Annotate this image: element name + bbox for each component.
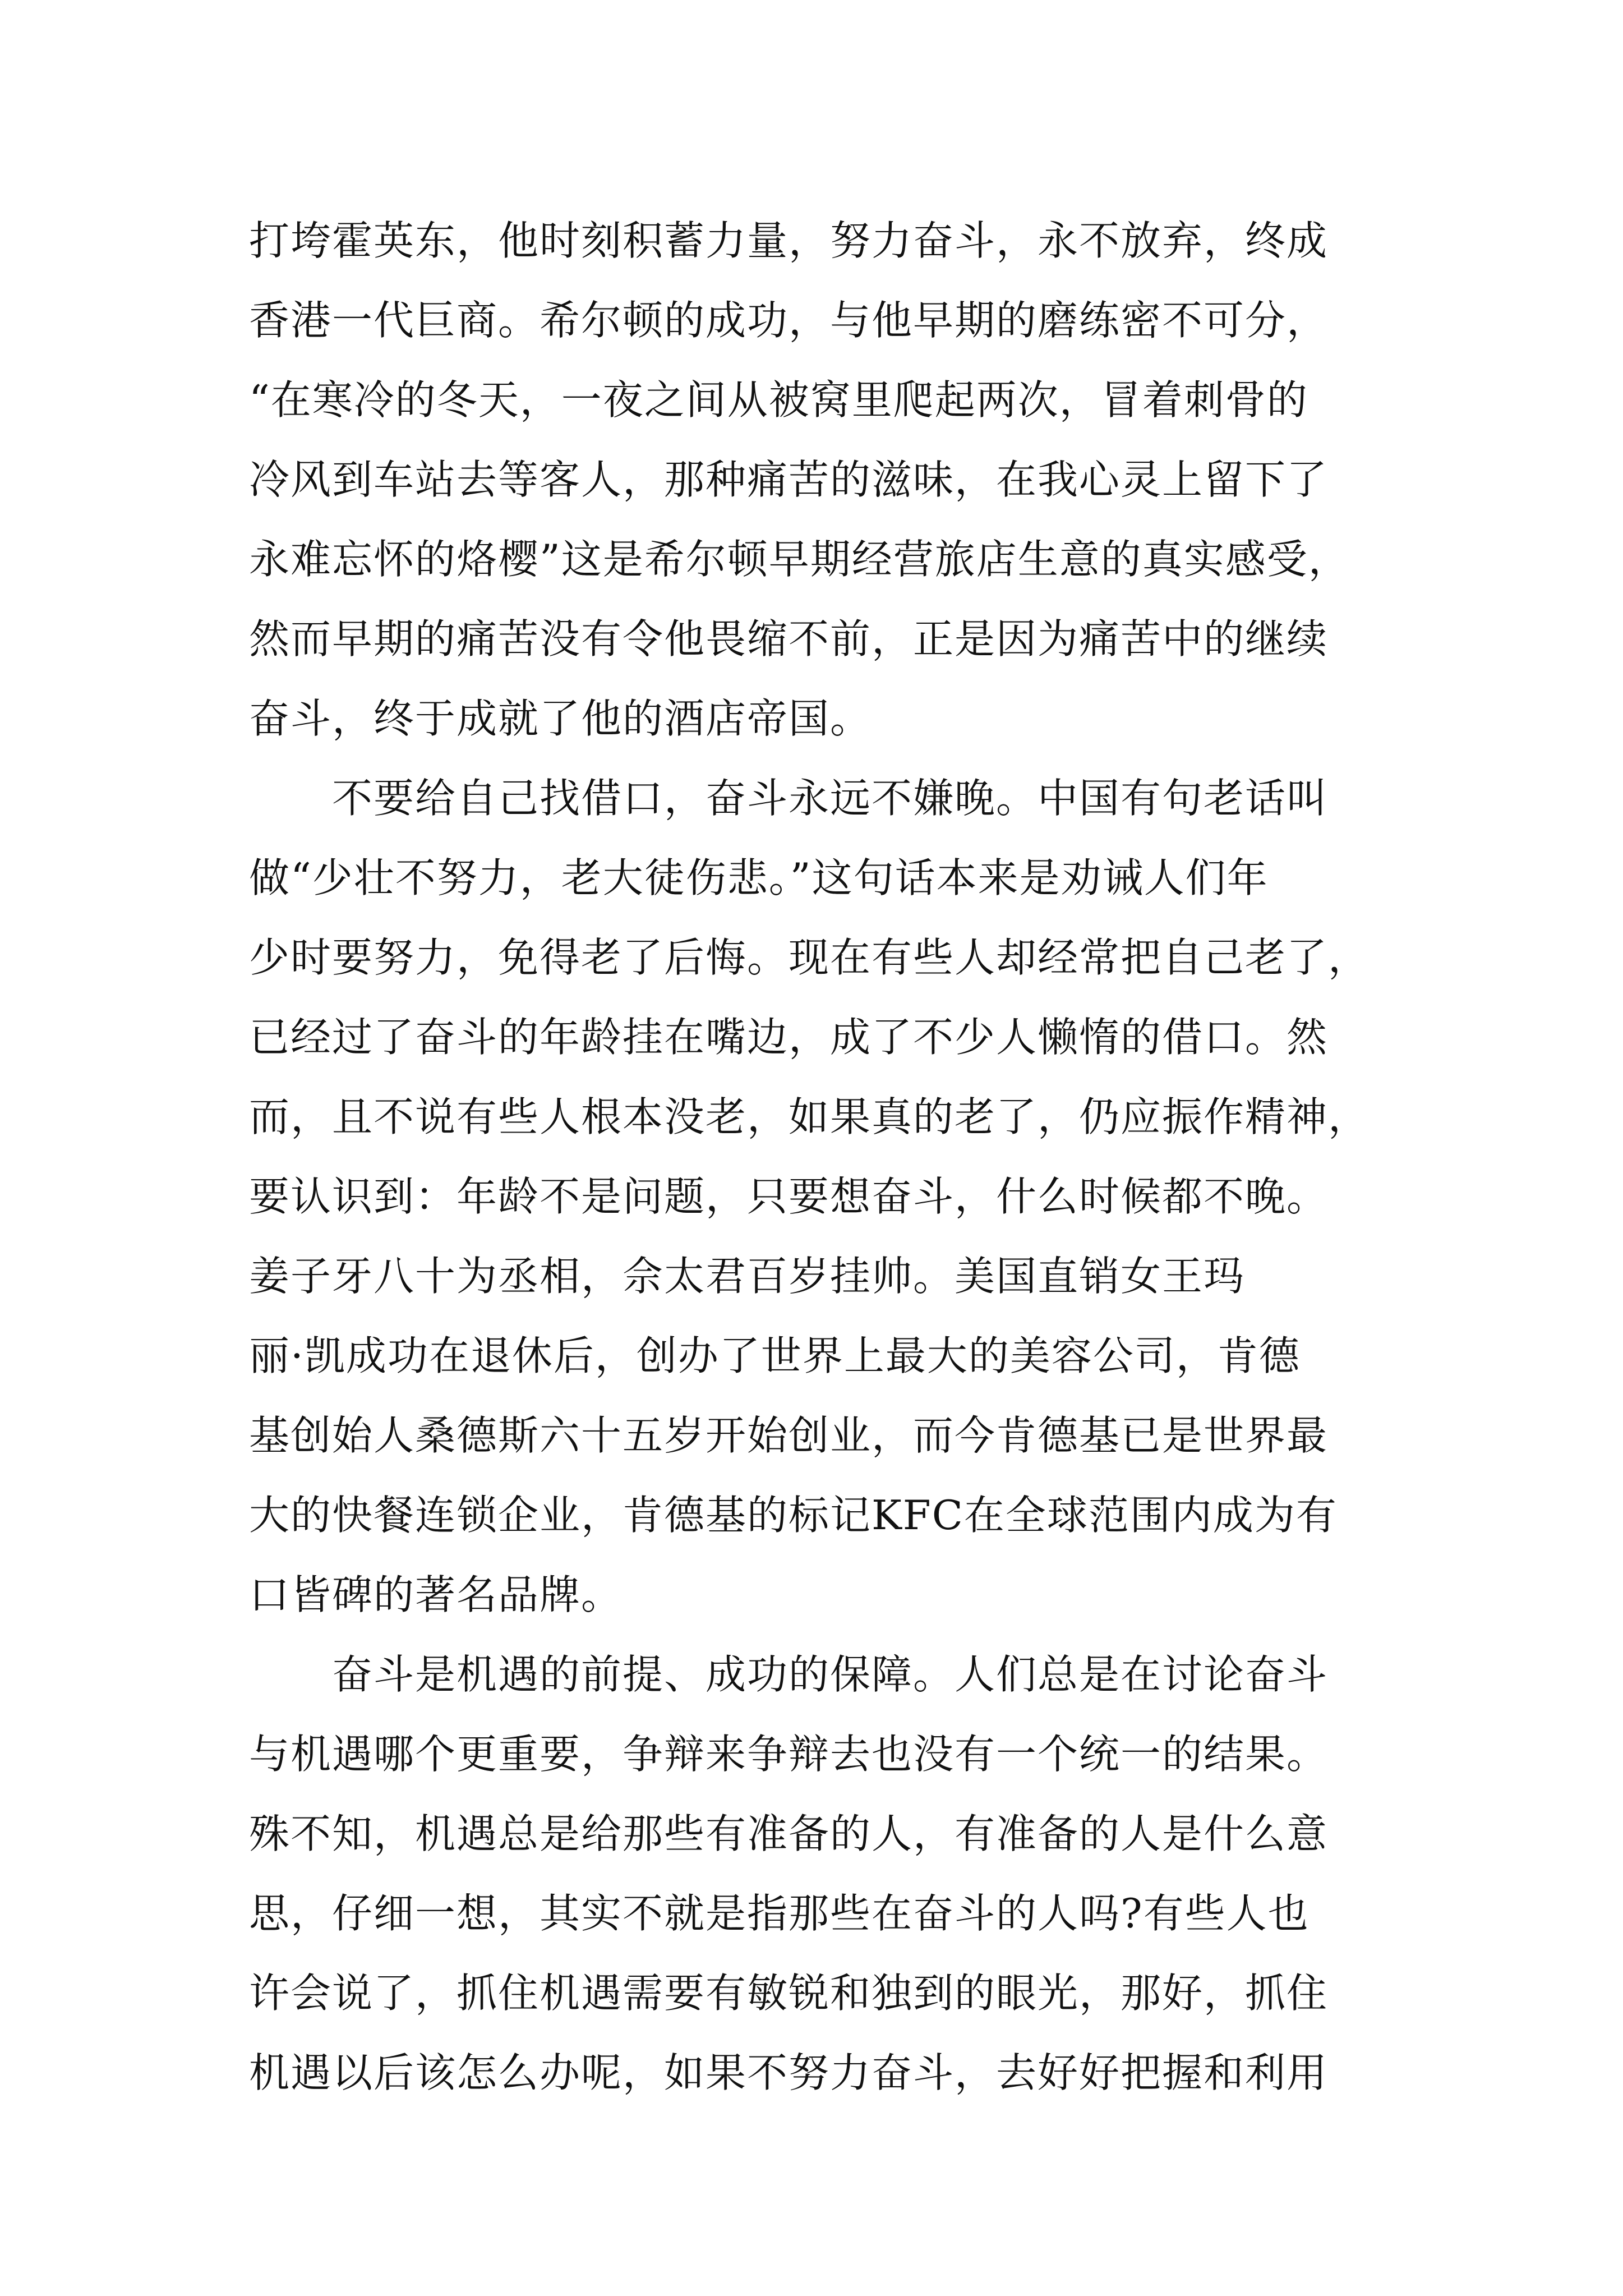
text-line: 而，且不说有些人根本没老，如果真的老了，仍应振作精神， xyxy=(249,1093,1370,1140)
text-line: 永难忘怀的烙樱”这是希尔顿早期经营旅店生意的真实感受， xyxy=(249,536,1350,583)
text-line: 殊不知，机遇总是给那些有准备的人，有准备的人是什么意 xyxy=(249,1810,1329,1857)
text-line: 要认识到：年龄不是问题，只要想奋斗，什么时候都不晚。 xyxy=(249,1173,1329,1220)
text-line: 机遇以后该怎么办呢，如果不努力奋斗，去好好把握和利用 xyxy=(249,2049,1329,2096)
text-line: 打垮霍英东，他时刻积蓄力量，努力奋斗，永不放弃，终成 xyxy=(249,217,1329,264)
text-line: 已经过了奋斗的年龄挂在嘴边，成了不少人懒惰的借口。然 xyxy=(249,1014,1329,1061)
text-line: 思，仔细一想，其实不就是指那些在奋斗的人吗?有些人也 xyxy=(249,1890,1310,1937)
text-line: 与机遇哪个更重要，争辩来争辩去也没有一个统一的结果。 xyxy=(249,1731,1329,1778)
text-line: 少时要努力，免得老了后悔。现在有些人却经常把自己老了， xyxy=(249,934,1370,981)
text-line: 然而早期的痛苦没有令他畏缩不前，正是因为痛苦中的继续 xyxy=(249,615,1329,662)
text-line: “在寒冷的冬天，一夜之间从被窝里爬起两次，冒着刺骨的 xyxy=(249,376,1308,424)
text-line: 奋斗，终于成就了他的酒店帝国。 xyxy=(249,695,872,742)
text-line: 不要给自己找借口，奋斗永远不嫌晚。中国有句老话叫 xyxy=(249,775,1329,822)
text-line: 奋斗是机遇的前提、成功的保障。人们总是在讨论奋斗 xyxy=(249,1651,1329,1698)
text-line: 做“少壮不努力，老大徒伤悲。”这句话本来是劝诫人们年 xyxy=(249,854,1269,901)
body-text xyxy=(249,201,1374,2113)
text-line: 冷风到车站去等客人，那种痛苦的滋味，在我心灵上留下了 xyxy=(249,456,1329,503)
text-line: 口皆碑的著名品牌。 xyxy=(249,1571,623,1618)
text-line: 姜子牙八十为丞相，佘太君百岁挂帅。美国直销女王玛 xyxy=(249,1253,1246,1300)
text-line: 香港一代巨商。希尔顿的成功，与他早期的磨练密不可分， xyxy=(249,297,1329,344)
text-line: 基创始人桑德斯六十五岁开始创业，而今肯德基已是世界最 xyxy=(249,1412,1329,1459)
text-line: 丽·凯成功在退休后，创办了世界上最大的美容公司，肯德 xyxy=(249,1332,1301,1379)
text-line: 许会说了，抓住机遇需要有敏锐和独到的眼光，那好，抓住 xyxy=(249,1970,1329,2017)
text-line: 大的快餐连锁企业，肯德基的标记KFC在全球范围内成为有 xyxy=(249,1492,1338,1539)
